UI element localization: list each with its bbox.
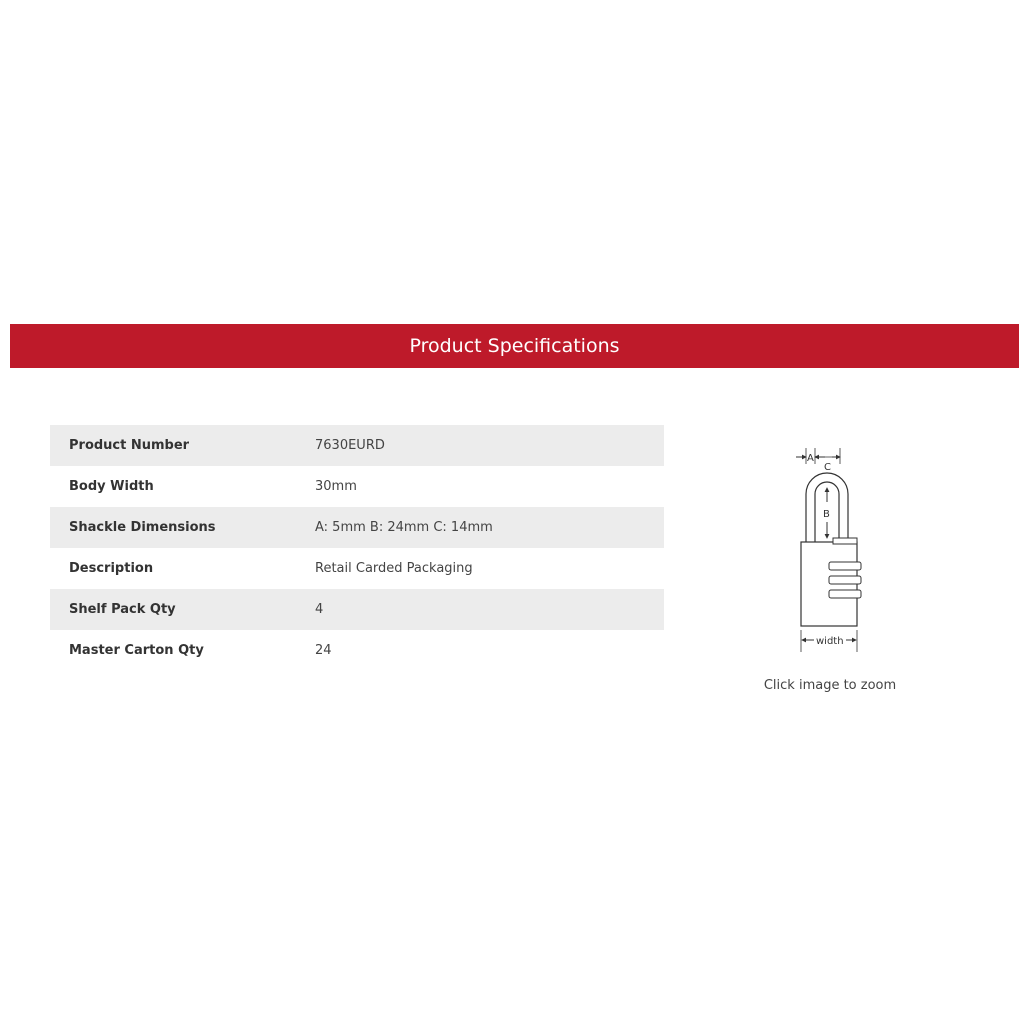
spec-value: 30mm <box>315 479 357 494</box>
spec-label: Shelf Pack Qty <box>69 602 176 617</box>
spec-row-master-carton-qty <box>50 630 664 671</box>
spec-value: 4 <box>315 602 324 617</box>
spec-row-shackle-dimensions <box>50 507 664 548</box>
spec-label: Shackle Dimensions <box>69 520 216 535</box>
spec-label: Product Number <box>69 438 190 453</box>
click-to-zoom-caption[interactable]: Click image to zoom <box>763 678 897 693</box>
dimension-width-label: width <box>816 636 844 647</box>
section-title: Product Specifications <box>409 335 620 357</box>
spec-row-body-width <box>50 466 664 507</box>
spec-label: Body Width <box>69 479 154 494</box>
dimension-a-label: A <box>807 453 814 464</box>
spec-row-shelf-pack-qty <box>50 589 664 630</box>
dimension-c-label: C <box>824 462 831 473</box>
specifications-banner <box>10 324 1019 368</box>
padlock-dimension-diagram-icon[interactable] <box>770 442 890 662</box>
spec-value: Retail Carded Packaging <box>315 561 473 576</box>
spec-value: 7630EURD <box>315 438 385 453</box>
spec-label: Master Carton Qty <box>69 643 204 658</box>
spec-value: A: 5mm B: 24mm C: 14mm <box>315 520 493 535</box>
spec-label: Description <box>69 561 154 576</box>
spec-value: 24 <box>315 643 332 658</box>
dimension-b-label: B <box>823 509 830 520</box>
spec-row-description <box>50 548 664 589</box>
specifications-table <box>50 425 664 671</box>
spec-row-product-number <box>50 425 664 466</box>
